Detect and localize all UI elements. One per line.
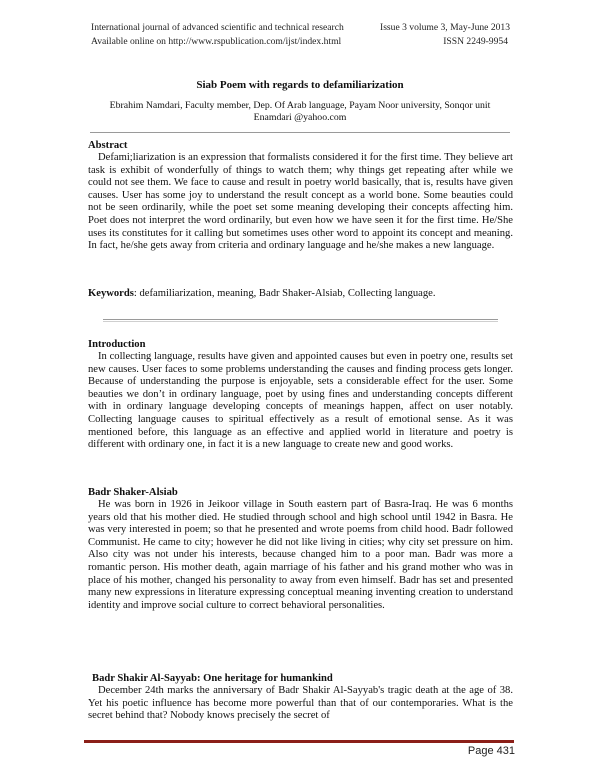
introduction-text: In collecting language, results have given and appointed causes but even in poetry one, results set new causes. User faces to some problems understanding the causes and finding process gets longer. Because of understanding the purpose is enjoyable, sets a considerable effect for the user. Some beauties we don’t in ordinary language, poet by using fines and understanding concepts different with in ordinary language developing concepts of meanings happen, affect on user notably. Collecting language causes to spiritual effectively as a result of emotional sense. As it was mentioned before, this language as an effective and applied world in literature and poetry is different with ordinary one, in fact it is a new language to create new and good works. <box>88 351 513 451</box>
authors: Ebrahim Namdari, Faculty member, Dep. Of Arab language, Payam Noor university, Sonqor unit <box>109 100 491 111</box>
heritage-heading: Badr Shakir Al-Sayyab: One heritage for humankind <box>92 673 333 684</box>
abstract-text: Defami;liarization is an expression that formalists considered it for the first time. They believe art task is exhibit of wonderfully of things to watch them; why things get repeating after while we could not see them. We face to cause and result in poetry world basically, that is, results have given causes. User has some joy to understand the result concept as a world bone. Some beauties could not be seen ordinarily, while the poet set some meaning developing their concepts affecting him. Poet does not interpret the word ordinarily, but even how we have seen it for the first time. He/She uses its constitutes for it calling but sometimes uses other word to appoint its concept and meaning. In fact, he/she gets away from criteria and ordinary language and he/she makes a new language. <box>88 152 513 252</box>
author-email: Enamdari @yahoo.com <box>253 112 347 123</box>
availability-line: Available online on http://www.rspublication.com/ijst/index.html <box>91 36 342 47</box>
page-number: Page 431 <box>467 745 515 757</box>
footer-bar <box>84 740 514 743</box>
abstract-heading: Abstract <box>88 140 128 151</box>
keywords-label: Keywords <box>88 288 134 299</box>
author-affiliation <box>96 100 504 124</box>
introduction-heading: Introduction <box>88 339 146 350</box>
biography-text: He was born in 1926 in Jeikoor village in South eastern part of Basra-Iraq. He was 6 months years old that his mother died. He studied through school and high school until 1942 in Basra. He was very interested in poem; so that he presented and wrote poems from child hood. Badr followed Communist. He came to city; however he did not like living in cities; why city set pressure on him. Also city was not under his interests, because changed him to a poor man. Badr was more a romantic person. His mother death, again marriage of his father and his grand mother who was in place of his mother, changed his personality to away from even himself. Badr has set and presented many new expressions in literature expressing conceptual meaning inventing creation to understand identity and improve social culture to correct behavioral personalities. <box>88 499 513 611</box>
biography-heading: Badr Shaker-Alsiab <box>88 487 178 498</box>
issue-info: Issue 3 volume 3, May-June 2013 <box>380 22 511 33</box>
paper-title: Siab Poem with regards to defamiliarization <box>196 79 404 91</box>
divider <box>90 132 510 133</box>
heritage-text: December 24th marks the anniversary of Badr Shakir Al-Sayyab's tragic death at the age of 38. Yet his poetic influence has become more powerful than that of our contemporaries. What is the secret behind that? Nobody knows precisely the secret of <box>88 685 513 722</box>
keywords-text: : defamiliarization, meaning, Badr Shaker-Alsiab, Collecting language. <box>133 288 436 299</box>
journal-name: International journal of advanced scientific and technical research <box>91 22 344 33</box>
keywords <box>88 287 513 300</box>
divider <box>103 319 498 322</box>
issn: ISSN 2249-9954 <box>443 36 508 47</box>
